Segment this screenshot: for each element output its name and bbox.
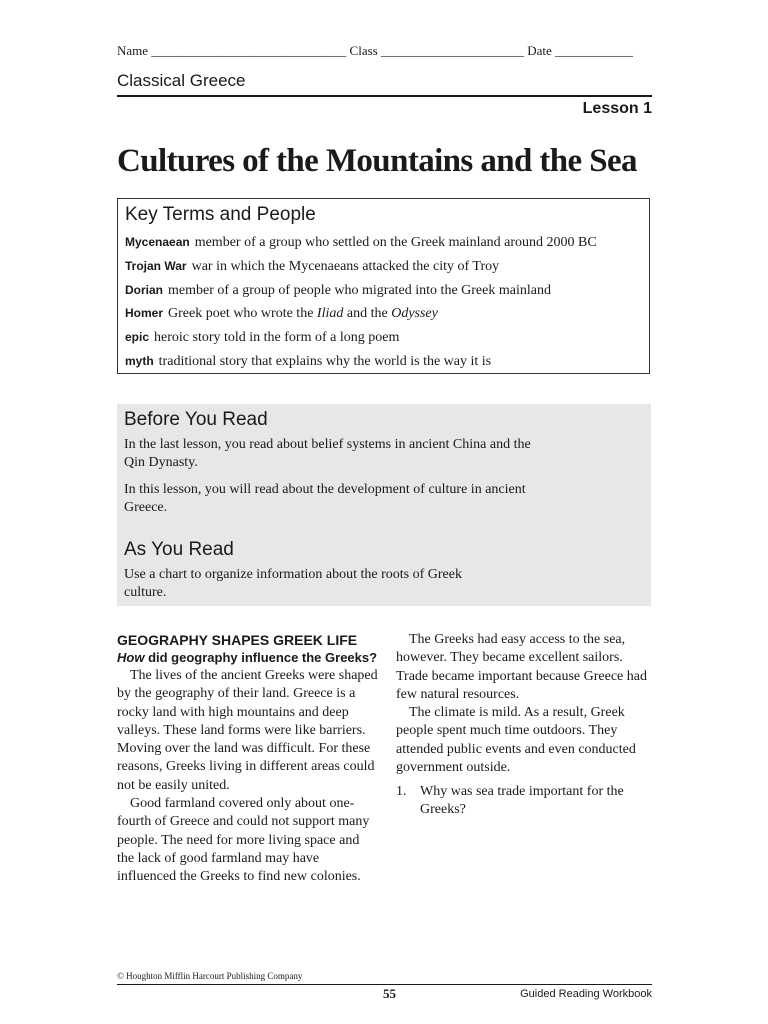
as-you-read-paragraph: Use a chart to organize information about the roots of Greek culture. bbox=[124, 567, 462, 600]
key-term: Mycenaean bbox=[125, 235, 190, 249]
review-question-text: Why was sea trade important for the Greeks? bbox=[420, 784, 624, 818]
before-you-read-box bbox=[117, 404, 651, 606]
class-label: Class bbox=[349, 43, 378, 58]
key-term-definition: traditional story that explains why the world is the way it is bbox=[158, 354, 492, 369]
review-question bbox=[396, 783, 652, 819]
date-blank[interactable]: ____________ bbox=[555, 43, 634, 58]
text-column-left bbox=[117, 631, 379, 887]
copyright-notice: © Houghton Mifflin Harcourt Publishing Company bbox=[117, 971, 303, 981]
question-emphasis: How bbox=[117, 650, 145, 665]
before-you-read-heading: Before You Read bbox=[124, 409, 268, 430]
key-terms-heading: Key Terms and People bbox=[125, 204, 316, 225]
key-terms-box bbox=[117, 198, 650, 374]
book-title-iliad: Iliad bbox=[316, 306, 344, 321]
lesson-label: Lesson 1 bbox=[582, 100, 652, 117]
before-you-read-paragraph: In the last lesson, you read about belief systems in ancient China and the Qin Dynasty. bbox=[124, 437, 531, 470]
key-term-definition-part: Greek poet who wrote the bbox=[168, 306, 317, 321]
student-info-row bbox=[117, 43, 652, 59]
body-paragraph: The Greeks had easy access to the sea, however. They became excellent sailors. Trade became important because Greece had few natural resources. bbox=[396, 632, 647, 702]
key-term: Trojan War bbox=[125, 259, 187, 273]
key-term: epic bbox=[125, 330, 150, 344]
key-term-row bbox=[125, 330, 399, 346]
question-text: did geography influence the Greeks? bbox=[144, 650, 378, 665]
key-term-row bbox=[125, 283, 551, 299]
key-term-row bbox=[125, 235, 597, 251]
date-label: Date bbox=[527, 43, 552, 58]
key-term-definition: member of a group who settled on the Greek mainland around 2000 BC bbox=[194, 235, 597, 250]
key-term: Dorian bbox=[125, 283, 164, 297]
class-blank[interactable]: ______________________ bbox=[380, 43, 524, 58]
unit-title: Classical Greece bbox=[117, 71, 246, 90]
text-column-right bbox=[396, 631, 652, 819]
key-term-definition: heroic story told in the form of a long poem bbox=[154, 330, 400, 345]
question-number: 1. bbox=[396, 784, 407, 800]
name-label: Name bbox=[117, 43, 149, 58]
key-term-definition: member of a group of people who migrated into the Greek mainland bbox=[168, 283, 551, 298]
body-paragraph: The climate is mild. As a result, Greek people spent much time outdoors. They attended public events and even conducted government outside. bbox=[396, 705, 636, 776]
section-question bbox=[117, 649, 379, 667]
key-term-definition: war in which the Mycenaeans attacked the city of Troy bbox=[191, 259, 500, 274]
name-blank[interactable]: ______________________________ bbox=[151, 43, 347, 58]
key-term-row bbox=[125, 259, 499, 275]
key-term-row bbox=[125, 354, 491, 370]
body-paragraph: Good farmland covered only about one-fourth of Greece and could not support many people. The need for more living space and the lack of good farmland may have influenced the Greeks to find new colonies. bbox=[117, 796, 370, 885]
header-rule bbox=[117, 95, 652, 97]
key-term-row bbox=[125, 306, 438, 322]
before-you-read-paragraph: In this lesson, you will read about the development of culture in ancient Greece. bbox=[124, 482, 526, 515]
key-term: myth bbox=[125, 354, 154, 368]
page-number: 55 bbox=[383, 986, 396, 1001]
footer-rule bbox=[117, 984, 652, 985]
key-term: Homer bbox=[125, 306, 164, 320]
lesson-title: Cultures of the Mountains and the Sea bbox=[117, 143, 637, 179]
body-paragraph: The lives of the ancient Greeks were shaped by the geography of their land. Greece is a rocky land with high mountains and deep valleys. These land forms were like barriers. Moving over the land was difficult. For these reasons, Greeks living in different areas could not be easily united. bbox=[117, 668, 378, 793]
key-term-definition-part: and the bbox=[343, 306, 392, 321]
as-you-read-heading: As You Read bbox=[124, 539, 234, 560]
book-title-odyssey: Odyssey bbox=[391, 306, 438, 321]
workbook-name: Guided Reading Workbook bbox=[520, 988, 652, 1000]
section-heading: GEOGRAPHY SHAPES GREEK LIFE bbox=[117, 632, 358, 648]
